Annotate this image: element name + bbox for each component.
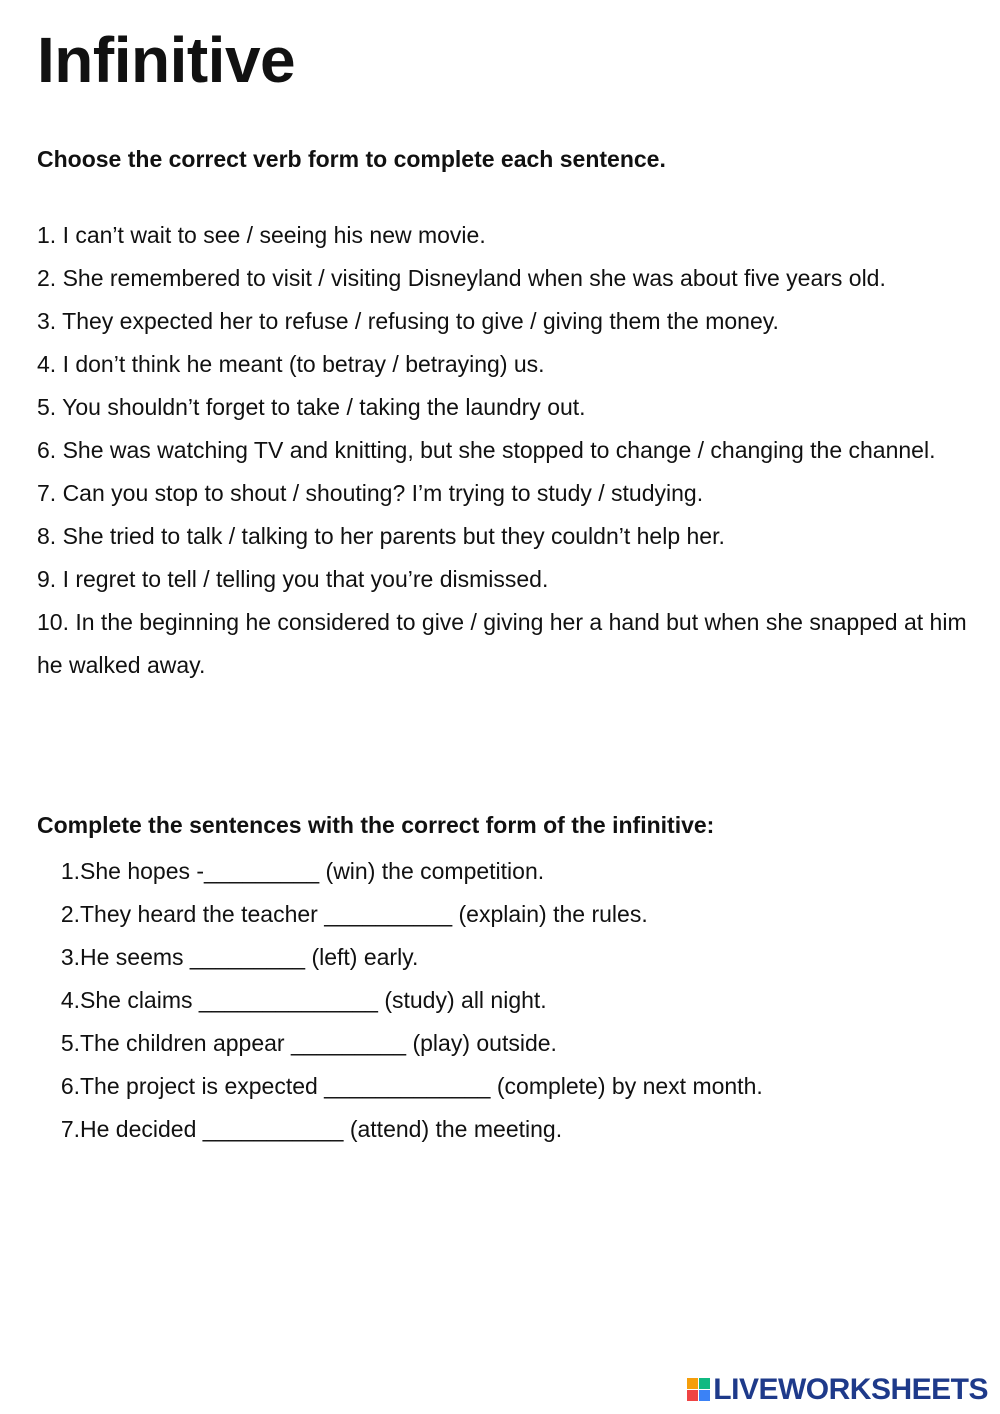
list-item <box>37 1065 967 1108</box>
section2-heading: Complete the sentences with the correct form of the infinitive: <box>37 812 715 838</box>
list-item: 2. She remembered to visit / visiting Disneyland when she was about five years old. <box>37 265 886 291</box>
item-number: 4. <box>60 987 80 1013</box>
item-text: The children appear _________ (play) outside. <box>80 1030 557 1056</box>
item-number: 3. <box>60 944 80 970</box>
item-text: He seems _________ (left) early. <box>80 944 419 970</box>
list-item: 10. In the beginning he considered to give / giving her a hand but when she snapped at him he walked away. <box>37 609 967 678</box>
list-item: 9. I regret to tell / telling you that you’re dismissed. <box>37 566 549 592</box>
list-item: 1. I can’t wait to see / seeing his new movie. <box>37 222 486 248</box>
item-text: They heard the teacher __________ (explain) the rules. <box>80 901 648 927</box>
item-number: 7. <box>60 1116 80 1142</box>
item-text: He decided ___________ (attend) the meeting. <box>80 1116 563 1142</box>
list-item <box>37 893 967 936</box>
list-item: 5. You shouldn’t forget to take / taking the laundry out. <box>37 394 586 420</box>
item-text: The project is expected _____________ (complete) by next month. <box>80 1073 763 1099</box>
section1-heading: Choose the correct verb form to complete each sentence. <box>37 146 666 172</box>
list-item: 6. She was watching TV and knitting, but she stopped to change / changing the channel. <box>37 437 936 463</box>
list-item: 4. I don’t think he meant (to betray / betraying) us. <box>37 351 545 377</box>
list-item <box>37 1022 967 1065</box>
brand-name: LIVEWORKSHEETS <box>713 1373 988 1406</box>
list-item: 3. They expected her to refuse / refusing to give / giving them the money. <box>37 308 779 334</box>
list-item <box>37 850 967 893</box>
liveworksheets-logo-icon <box>687 1378 711 1402</box>
list-item: 7. Can you stop to shout / shouting? I’m trying to study / studying. <box>37 480 704 506</box>
item-number: 1. <box>60 858 80 884</box>
list-item <box>37 936 967 979</box>
list-item <box>37 1108 967 1151</box>
list-item: 8. She tried to talk / talking to her parents but they couldn’t help her. <box>37 523 725 549</box>
choose-verb-list <box>37 214 967 687</box>
complete-infinitive-list <box>37 850 967 1151</box>
list-item <box>37 979 967 1022</box>
page-title: Infinitive <box>37 24 296 96</box>
item-text: She claims ______________ (study) all night. <box>80 987 547 1013</box>
item-text: She hopes -_________ (win) the competition. <box>80 858 545 884</box>
item-number: 2. <box>60 901 80 927</box>
liveworksheets-brand[interactable] <box>687 1373 988 1407</box>
item-number: 5. <box>60 1030 80 1056</box>
item-number: 6. <box>60 1073 80 1099</box>
